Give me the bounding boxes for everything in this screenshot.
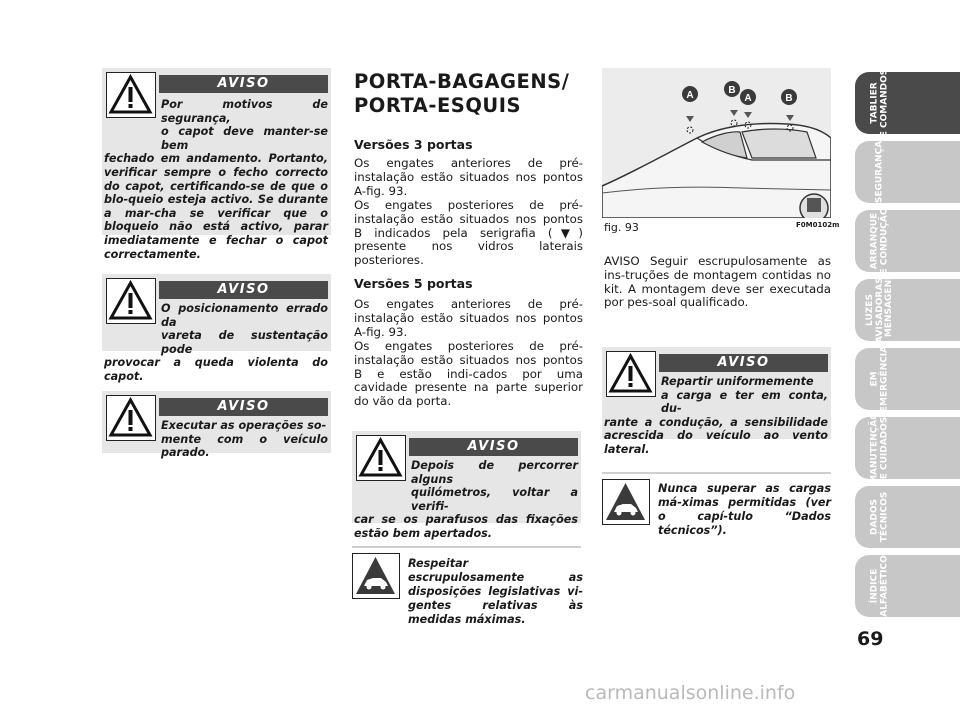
title-line: PORTA-ESQUIS [354, 94, 522, 117]
aviso-line: fechado em andamento. Portanto, verificar sempre o fecho correcto do capot, certificando-se de que o blo-queio esteja activo. Se durante a mar-cha se verificar que o bloqueio não está activo, parar imediatamente e fechar o capot correctamente. [104, 152, 328, 261]
fig-label: A [744, 93, 752, 104]
fig-label: B [728, 85, 736, 96]
tab-indice-alfabetico[interactable] [855, 555, 960, 617]
tab-label: TABLIER E COMANDOS [869, 68, 889, 138]
tab-em-emergencia[interactable] [855, 345, 960, 413]
aviso-header: AVISO [159, 281, 328, 299]
aviso-header: AVISO [159, 75, 328, 93]
figure-caption: fig. 93 [604, 221, 639, 234]
aviso-line: Depois de percorrer alguns [411, 459, 578, 486]
tab-seguranca[interactable] [855, 141, 960, 203]
aviso-text [104, 98, 328, 261]
tab-label: SEGURANÇA [874, 140, 885, 204]
aviso-header: AVISO [409, 438, 578, 456]
aviso-line: provocar a queda violenta do capot. [104, 356, 328, 383]
aviso-box-4 [352, 431, 581, 540]
aviso-text [354, 459, 578, 541]
paragraph: Os engates posteriores de pré-instalação estão situados nos pontos B e estão indi-cados por uma cavidade presente na parte superior do vão da porta. [354, 339, 583, 409]
section-heading: Versões 5 portas [354, 276, 473, 291]
tab-dados-tecnicos[interactable] [855, 486, 960, 548]
tab-label: EM EMERGÊNCIA [869, 345, 889, 413]
tab-label: ÍNDICE ALFABÉTICO [869, 555, 889, 617]
car-load-icon [602, 479, 650, 525]
aviso-text [104, 419, 328, 460]
aviso-line: o capot deve manter-se bem [161, 125, 328, 152]
tab-manutencao-e-cuidados[interactable] [855, 412, 960, 484]
note-text: Respeitar escrupulosamente as disposições legislativas vi-gentes relativas às medidas máximas. [408, 557, 583, 626]
section-heading: Versões 3 portas [354, 137, 473, 152]
aviso-line: mente com o veículo parado. [161, 432, 328, 460]
tab-tablier-e-comandos[interactable] [855, 68, 960, 138]
fig-label: B [785, 93, 793, 104]
figure-code: F0M0102m [796, 221, 840, 229]
aviso-line: rante a condução, a sensibilidade acrescida do veículo ao vento lateral. [604, 415, 828, 456]
aviso-box-3 [102, 391, 331, 460]
tab-luzes-avisadoras[interactable] [855, 273, 960, 347]
aviso-box-2 [102, 274, 331, 383]
aviso-header: AVISO [659, 354, 828, 372]
car-load-icon [352, 553, 400, 599]
aviso-box-1 [102, 68, 331, 261]
paragraph: Os engates anteriores de pré-instalação estão situados nos pontos A-fig. 93. [354, 297, 583, 339]
paragraph: AVISO Seguir escrupulosamente as ins-truções de montagem contidas no kit. A montagem deve ser executada por pes-soal qualificado. [604, 254, 831, 310]
aviso-line: vareta de sustentação pode [161, 329, 328, 356]
separator [602, 472, 831, 474]
paragraph: Os engates posteriores de pré-instalação estão situados nos pontos B indicados pela serigrafia (▼) presente nos vidros laterais posteriores. [354, 198, 583, 268]
aviso-box-5 [602, 347, 831, 456]
separator [352, 546, 581, 548]
car-roof-rack-figure [602, 68, 831, 218]
tab-arranque-e-conducao[interactable] [855, 207, 960, 275]
title-line: PORTA-BAGAGENS/ [354, 70, 570, 93]
aviso-text [104, 302, 328, 384]
fig-label: A [686, 90, 694, 101]
aviso-line: Por motivos de segurança, [161, 98, 328, 125]
tab-label: DADOS TÉCNICOS [869, 491, 889, 543]
watermark: carmanualsonline.info [585, 682, 796, 704]
aviso-line: Repartir uniformemente [661, 375, 814, 388]
aviso-text [604, 375, 828, 457]
aviso-header: AVISO [159, 398, 328, 416]
aviso-line: quilómetros, voltar a verifi- [411, 486, 578, 513]
paragraph: Os engates anteriores de pré-instalação estão situados nos pontos A-fig. 93. [354, 156, 583, 198]
tab-label: ARRANQUE E CONDUÇÃO [869, 207, 889, 275]
page-title [354, 70, 569, 118]
aviso-line: a carga e ter em conta, du- [661, 388, 828, 416]
page-number: 69 [857, 628, 884, 650]
tab-label: MANUTENÇÃO E CUIDADOS [869, 412, 889, 484]
aviso-line: Executar as operações so- [161, 419, 327, 432]
note-text: Nunca superar as cargas má-ximas permitidas (ver o capí-tulo “Dados técnicos”). [658, 482, 831, 537]
tab-label: LUZES AVISADORAS E MENSAGENS [864, 273, 894, 347]
aviso-line: O posicionamento errado da [161, 302, 328, 329]
aviso-line: car se os parafusos das fixações estão bem apertados. [354, 513, 578, 540]
